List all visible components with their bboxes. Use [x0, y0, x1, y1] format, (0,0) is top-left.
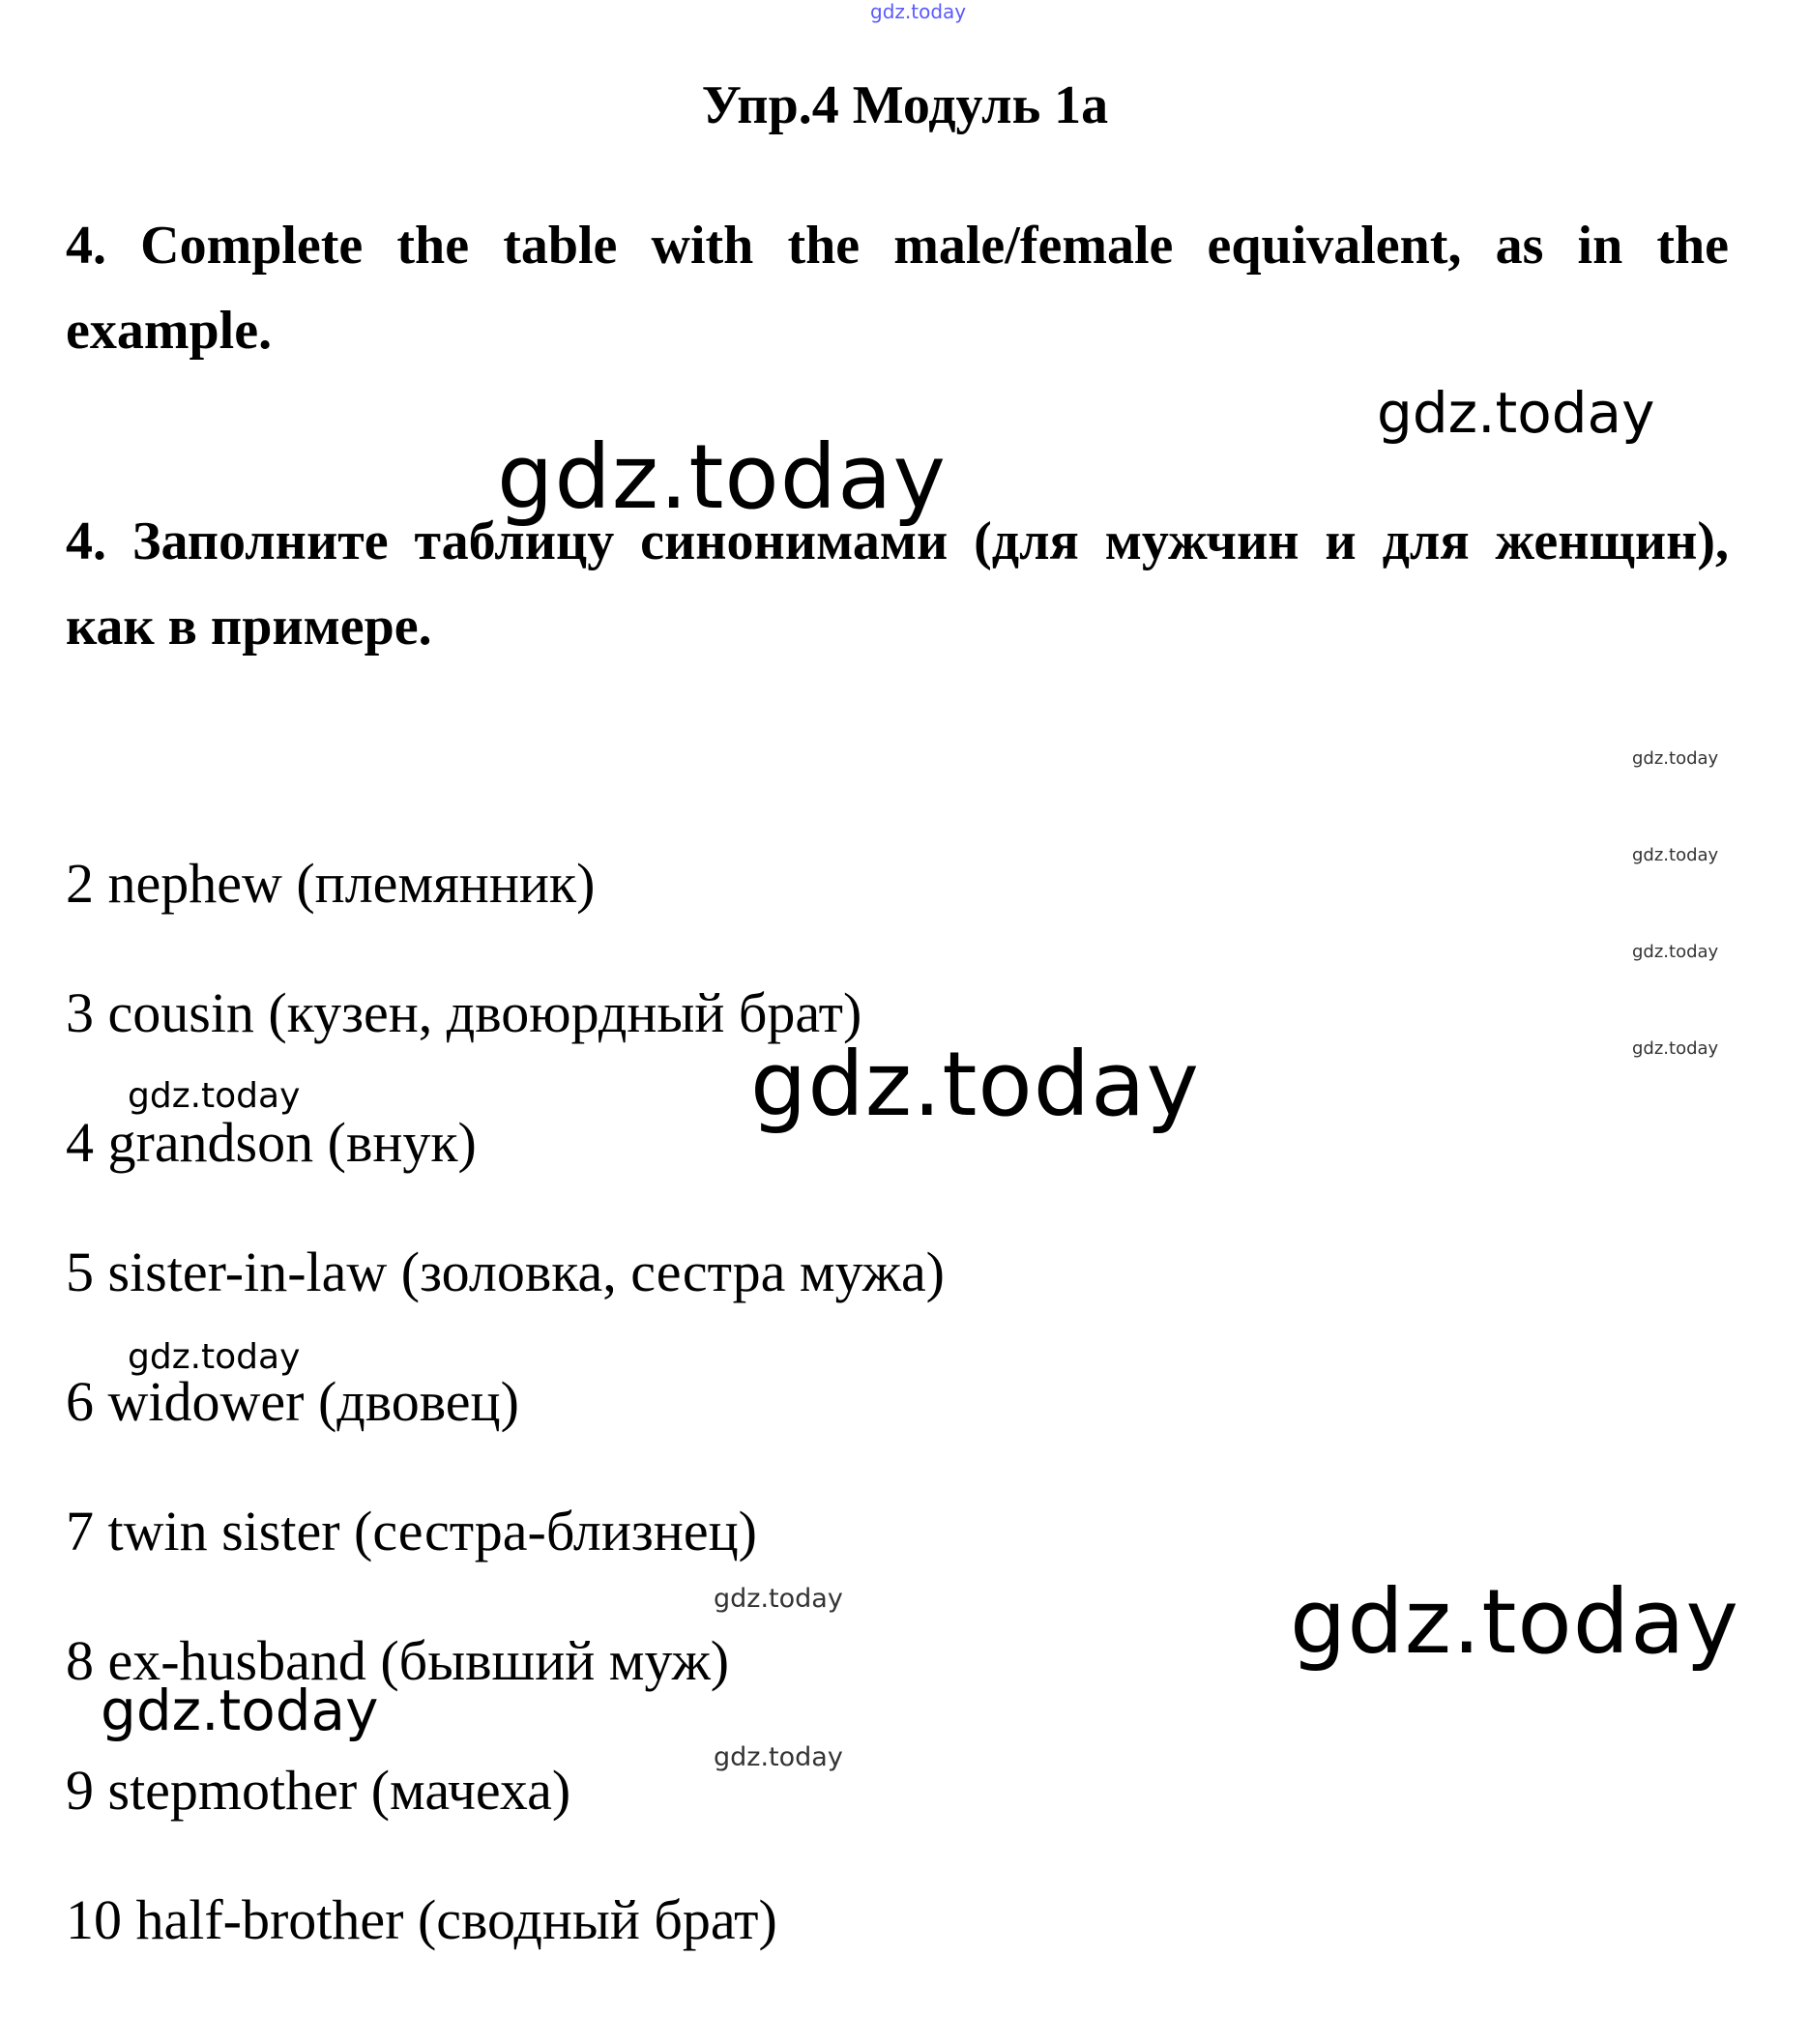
watermark: gdz.today	[128, 1337, 301, 1377]
instruction-russian: 4. Заполните таблицу синонимами (для мужчин и для женщин), как в примере.	[66, 511, 1729, 657]
instruction-english: 4. Complete the table with the male/female equivalent, as in the example.	[66, 216, 1729, 361]
watermark: gdz.today	[1377, 380, 1655, 446]
watermark: gdz.today	[497, 425, 947, 529]
watermark: gdz.today	[714, 1742, 843, 1772]
watermark: gdz.today	[714, 1584, 843, 1614]
watermark: gdz.today	[1632, 1038, 1719, 1059]
watermark: gdz.today	[1632, 845, 1719, 865]
answer-item: 8 ex-husband (бывший муж)	[66, 1629, 730, 1692]
answer-item: 6 widower (двовец)	[66, 1370, 519, 1433]
watermark: gdz.today	[1290, 1570, 1739, 1674]
answer-item: 10 half-brother (сводный брат)	[66, 1888, 777, 1951]
answer-item: 9 stepmother (мачеха)	[66, 1759, 571, 1822]
watermark-top: gdz.today	[870, 0, 967, 23]
answer-item: 3 cousin (кузен, двоюрдный брат)	[66, 981, 862, 1044]
answer-item: 2 nephew (племянник)	[66, 852, 596, 915]
page-title: Упр.4 Модуль 1а	[701, 75, 1109, 135]
answer-item: 7 twin sister (сестра-близнец)	[66, 1500, 757, 1562]
answer-item: 5 sister-in-law (золовка, сестра мужа)	[66, 1241, 945, 1303]
watermark: gdz.today	[1632, 748, 1719, 769]
watermark: gdz.today	[101, 1678, 379, 1743]
watermark: gdz.today	[750, 1033, 1200, 1136]
watermark: gdz.today	[128, 1076, 301, 1116]
answer-list	[66, 845, 945, 2011]
watermark: gdz.today	[1632, 942, 1719, 962]
answer-item: 4 grandson (внук)	[66, 1111, 477, 1174]
